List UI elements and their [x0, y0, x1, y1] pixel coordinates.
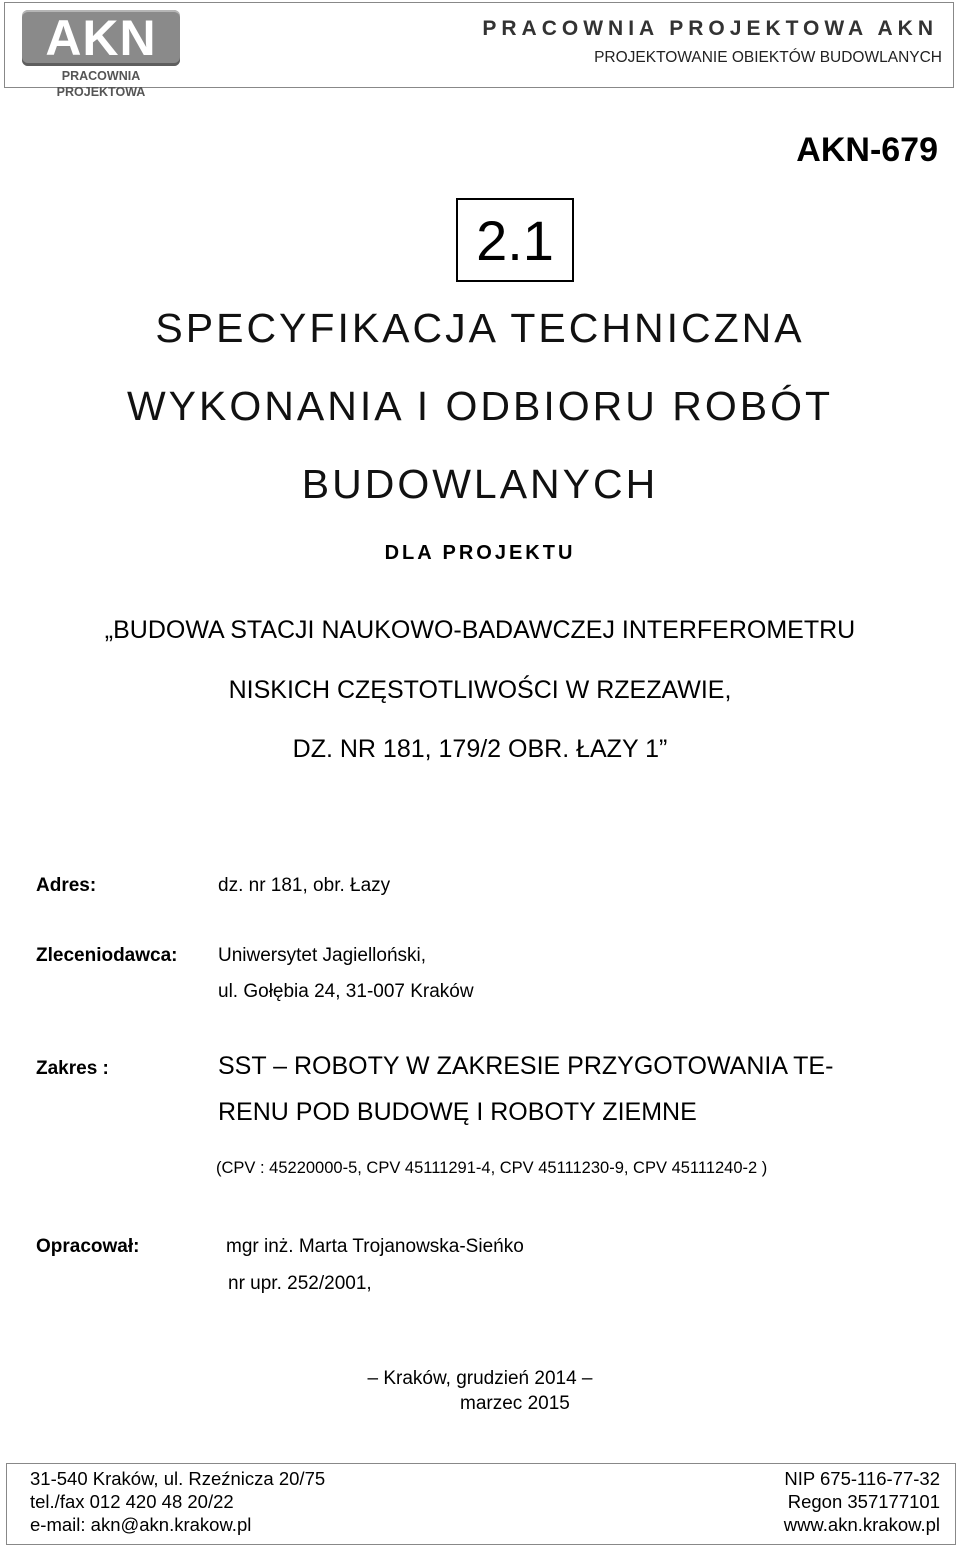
- scope-label: Zakres :: [36, 1058, 109, 1079]
- cpv-codes: (CPV : 45220000-5, CPV 45111291-4, CPV 45111230-9, CPV 45111240-2 ): [216, 1159, 768, 1177]
- author-name: mgr inż. Marta Trojanowska-Sieńko: [226, 1236, 524, 1257]
- author-license: nr upr. 252/2001,: [228, 1273, 372, 1294]
- title-line-3: BUDOWLANYCH: [301, 461, 659, 507]
- scope-line-1: SST – ROBOTY W ZAKRESIE PRZYGOTOWANIA TE-: [218, 1052, 834, 1080]
- footer-phone: tel./fax 012 420 48 20/22: [30, 1491, 234, 1512]
- footer-website[interactable]: www.akn.krakow.pl: [783, 1514, 940, 1535]
- title-line-1: SPECYFIKACJA TECHNICZNA: [155, 305, 805, 351]
- project-line-1: „BUDOWA STACJI NAUKOWO-BADAWCZEJ INTERFEROMETRU: [104, 616, 856, 644]
- footer-nip: NIP 675-116-77-32: [784, 1468, 940, 1489]
- document-code: AKN-679: [796, 131, 938, 169]
- footer-regon: Regon 357177101: [787, 1491, 940, 1512]
- logo-letters: AKN: [45, 10, 157, 66]
- client-label: Zleceniodawca:: [36, 945, 178, 966]
- title-line-2: WYKONANIA I ODBIORU ROBÓT: [126, 383, 833, 429]
- project-line-2: NISKICH CZĘSTOTLIWOŚCI W RZEZAWIE,: [228, 676, 732, 704]
- client-line-1: Uniwersytet Jagielloński,: [218, 945, 427, 966]
- footer-email: e-mail: akn@akn.krakow.pl: [30, 1514, 252, 1535]
- subtitle: DLA PROJEKTU: [384, 542, 576, 564]
- date-line-2: marzec 2015: [460, 1393, 570, 1414]
- address-label: Adres:: [36, 875, 97, 896]
- client-line-2: ul. Gołębia 24, 31-007 Kraków: [218, 981, 474, 1002]
- address-value: dz. nr 181, obr. Łazy: [218, 875, 391, 896]
- footer-address: 31-540 Kraków, ul. Rzeźnicza 20/75: [30, 1468, 326, 1489]
- company-subtitle: PROJEKTOWANIE OBIEKTÓW BUDOWLANYCH: [594, 49, 942, 66]
- author-label: Opracował:: [36, 1236, 140, 1257]
- logo-subtitle: PRACOWNIA PROJEKTOWA: [56, 69, 146, 99]
- project-line-3: DZ. NR 181, 179/2 OBR. ŁAZY 1”: [292, 735, 668, 763]
- scope-line-2: RENU POD BUDOWĘ I ROBOTY ZIEMNE: [218, 1098, 697, 1126]
- section-number: 2.1: [456, 198, 574, 282]
- company-name: PRACOWNIA PROJEKTOWA AKN: [482, 17, 938, 40]
- akn-logo: [22, 10, 180, 99]
- date-line-1: – Kraków, grudzień 2014 –: [367, 1368, 593, 1389]
